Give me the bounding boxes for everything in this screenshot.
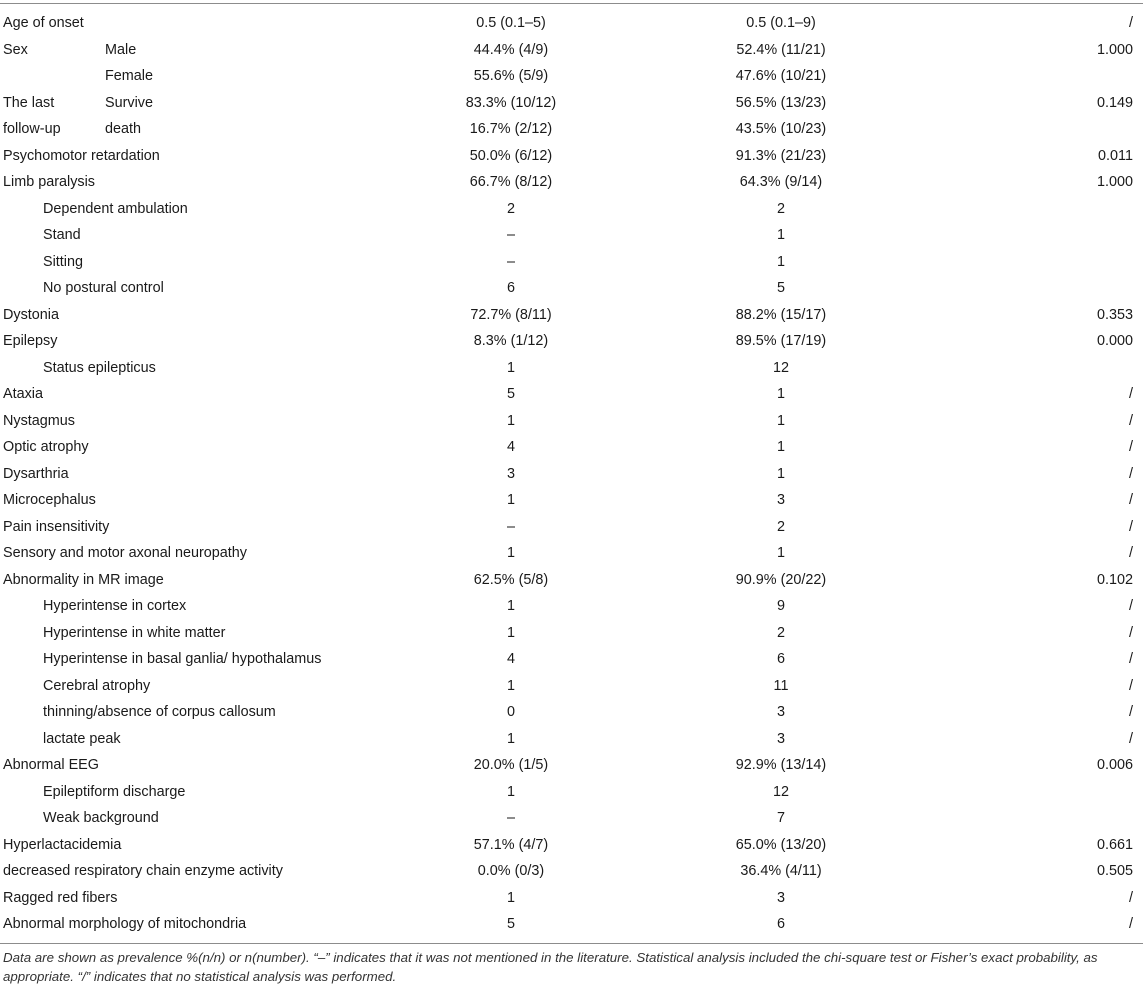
row-label: Hyperintense in cortex [43, 598, 187, 614]
p-value: / [1129, 492, 1133, 508]
table-row: Psychomotor retardation 50.0% (6/12) 91.3% (21/23) 0.011 [0, 143, 1143, 170]
p-value: / [1129, 651, 1133, 667]
p-value: / [1129, 439, 1133, 455]
row-label: Abnormal morphology of mitochondria [3, 916, 247, 932]
table-row: Ragged red fibers 1 3 / [0, 885, 1143, 912]
table-row: Ataxia 5 1 / [0, 381, 1143, 408]
row-label: Hyperintense in white matter [43, 624, 226, 641]
table-row: Microcephalus 1 3 / [0, 487, 1143, 514]
table-bottom-rule [0, 943, 1143, 944]
table-row: Dysarthria 3 1 / [0, 461, 1143, 488]
p-value: / [1129, 412, 1133, 429]
table-footnote: Data are shown as prevalence %(n/n) or n(number). “–” indicates that it was not mentioned in the literature. Statistical analysis included the chi-square test or Fisher’s exact probability, as appropriate. “/” indicates that no statistical analysis was performed. [3, 950, 1098, 984]
table-row: Female 55.6% (5/9) 47.6% (10/21) [0, 63, 1143, 90]
p-value: / [1129, 677, 1133, 694]
p-value: 0.102 [1096, 571, 1133, 588]
table-top-rule [0, 3, 1143, 4]
row-label: Limb paralysis [3, 174, 95, 190]
row-label: Dependent ambulation [43, 200, 188, 217]
row-label: Epileptiform discharge [43, 783, 186, 800]
table-row: Optic atrophy 4 1 / [0, 434, 1143, 461]
row-label: No postural control [43, 280, 164, 296]
row-label: Ragged red fibers [3, 889, 118, 906]
p-value: / [1129, 889, 1133, 906]
row-label: Sensory and motor axonal neuropathy [3, 545, 247, 561]
table-row: Abnormality in MR image 62.5% (5/8) 90.9% (20/22) 0.102 [0, 567, 1143, 594]
row-label: Nystagmus [3, 412, 75, 429]
row-label: Dystonia [3, 306, 59, 323]
table-row: Abnormal EEG 20.0% (1/5) 92.9% (13/14) 0.006 [0, 752, 1143, 779]
row-label: Dysarthria [3, 465, 69, 482]
p-value: 0.353 [1096, 306, 1133, 323]
table-row: Weak background – 7 [0, 805, 1143, 832]
row-sublabel: Male [105, 41, 137, 58]
row-label: Abnormality in MR image [3, 571, 164, 588]
p-value: / [1129, 704, 1133, 720]
p-value: 1.000 [1096, 41, 1133, 58]
row-label: Optic atrophy [3, 439, 89, 455]
row-sublabel: Survive [105, 94, 153, 111]
table-row: Sex Male 44.4% (4/9) 52.4% (11/21) 1.000 [0, 37, 1143, 64]
row-sublabel: Female [105, 68, 153, 84]
row-label: Age of onset [3, 15, 84, 31]
table-row: No postural control 6 5 [0, 275, 1143, 302]
row-label: Hyperintense in basal ganlia/ hypothalamus [43, 651, 322, 667]
table-row: Sensory and motor axonal neuropathy 1 1 / [0, 540, 1143, 567]
p-value: 0.149 [1096, 94, 1133, 111]
table-row: follow-up death 16.7% (2/12) 43.5% (10/23) [0, 116, 1143, 143]
table-row: Dependent ambulation 2 2 [0, 196, 1143, 223]
row-label: Stand [43, 227, 81, 243]
row-label: thinning/absence of corpus callosum [43, 704, 276, 720]
table-row: Stand – 1 [0, 222, 1143, 249]
row-label: follow-up [3, 121, 61, 137]
p-value: / [1129, 15, 1133, 31]
p-value: / [1129, 465, 1133, 482]
row-label: Abnormal EEG [3, 757, 99, 773]
table-row: Hyperintense in basal ganlia/ hypothalamus 4 6 / [0, 646, 1143, 673]
row-label: Pain insensitivity [3, 518, 110, 535]
p-value: / [1129, 730, 1133, 747]
table-row: Pain insensitivity – 2 / [0, 514, 1143, 541]
table-row: Dystonia 72.7% (8/11) 88.2% (15/17) 0.353 [0, 302, 1143, 329]
p-value: 0.661 [1096, 836, 1133, 853]
p-value: / [1129, 386, 1133, 402]
table-row: Sitting – 1 [0, 249, 1143, 276]
clinical-features-table [0, 10, 1143, 938]
row-label: Sex [3, 41, 28, 58]
p-value: / [1129, 518, 1133, 535]
table-row: Epilepsy 8.3% (1/12) 89.5% (17/19) 0.000 [0, 328, 1143, 355]
table-row: thinning/absence of corpus callosum 0 3 / [0, 699, 1143, 726]
table-row: Cerebral atrophy 1 11 / [0, 673, 1143, 700]
row-label: Microcephalus [3, 492, 96, 508]
table-row: Hyperintense in cortex 1 9 / [0, 593, 1143, 620]
table-row: lactate peak 1 3 / [0, 726, 1143, 753]
p-value: / [1129, 624, 1133, 641]
table-row: Age of onset 0.5 (0.1–5) 0.5 (0.1–9) / [0, 10, 1143, 37]
row-label: Epilepsy [3, 333, 58, 349]
table-row: decreased respiratory chain enzyme activity 0.0% (0/3) 36.4% (4/11) 0.505 [0, 858, 1143, 885]
table-row: Hyperlactacidemia 57.1% (4/7) 65.0% (13/20) 0.661 [0, 832, 1143, 859]
table-row: Nystagmus 1 1 / [0, 408, 1143, 435]
row-label: Sitting [43, 253, 83, 270]
row-label: Psychomotor retardation [3, 147, 160, 164]
row-label: Ataxia [3, 386, 43, 402]
p-value: / [1129, 545, 1133, 561]
p-value: 0.000 [1096, 333, 1133, 349]
row-label: Cerebral atrophy [43, 677, 151, 694]
table-row: Hyperintense in white matter 1 2 / [0, 620, 1143, 647]
row-label: Weak background [43, 810, 159, 826]
row-label: Status epilepticus [43, 359, 156, 376]
p-value: / [1129, 916, 1133, 932]
row-label: decreased respiratory chain enzyme activity [3, 863, 283, 879]
row-sublabel: death [105, 121, 142, 137]
table-row: Limb paralysis 66.7% (8/12) 64.3% (9/14) 1.000 [0, 169, 1143, 196]
p-value: 0.006 [1096, 757, 1133, 773]
table-row: Abnormal morphology of mitochondria 5 6 / [0, 911, 1143, 938]
table-row: Epileptiform discharge 1 12 [0, 779, 1143, 806]
table-row: The last Survive 83.3% (10/12) 56.5% (13/23) 0.149 [0, 90, 1143, 117]
row-label: Hyperlactacidemia [3, 836, 122, 853]
row-label: The last [3, 94, 55, 111]
row-label: lactate peak [43, 730, 121, 747]
p-value: 0.505 [1096, 863, 1133, 879]
p-value: / [1129, 598, 1133, 614]
table-row: Status epilepticus 1 12 [0, 355, 1143, 382]
p-value: 0.011 [1098, 147, 1133, 164]
p-value: 1.000 [1096, 174, 1133, 190]
